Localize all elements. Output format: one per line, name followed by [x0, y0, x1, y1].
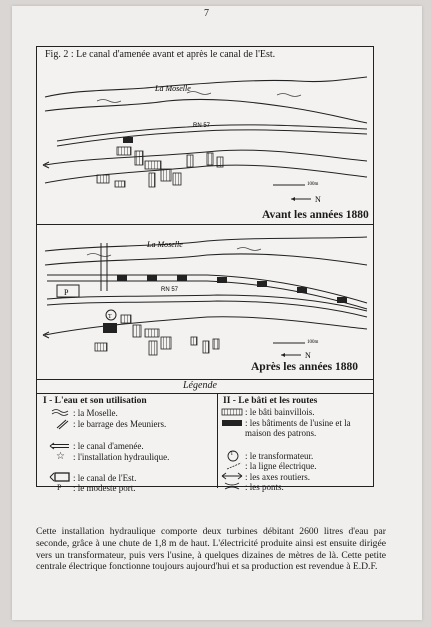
figure-box — [36, 46, 374, 493]
legend-item-river: : la Moselle. — [73, 408, 118, 418]
body-paragraph — [36, 526, 386, 573]
legend-item-road: : les axes routiers. — [245, 472, 310, 482]
hatched-building-icon — [221, 408, 243, 416]
road-label: RN 57 — [193, 123, 211, 129]
port-label: P — [64, 288, 69, 297]
transformer-label: T — [108, 314, 112, 320]
power-line-icon — [225, 461, 243, 471]
caption-before: Avant les années 1880 — [262, 209, 369, 221]
legend-item-east-canal: : le canal de l'Est. — [73, 473, 137, 483]
figure-title: Fig. 2 : Le canal d'amenée avant et après le canal de l'Est. — [45, 49, 276, 60]
east-canal-icon — [49, 472, 71, 482]
map-after-1880 — [37, 225, 373, 380]
port-icon: P — [57, 483, 62, 492]
river-label-2: La Moselle — [147, 240, 183, 249]
scale-label: 100m — [307, 182, 319, 187]
legend-heading-buildings: II - Le bâti et les routes — [223, 396, 318, 406]
legend-item-factory: : les bâtiments de l'usine et la maison des patrons. — [245, 418, 351, 438]
page-number: 7 — [204, 8, 209, 19]
legend-item-port: : le modeste port. — [73, 483, 136, 493]
river-label: La Moselle — [155, 84, 191, 93]
scale-label-2: 100m — [307, 340, 319, 345]
legend-title: Légende — [183, 380, 217, 391]
hydraulic-icon: ☆ — [56, 451, 65, 462]
north-label-2: N — [305, 351, 311, 360]
canal-icon — [49, 442, 71, 450]
north-label: N — [315, 195, 321, 204]
legend-item-hydraulic: : l'installation hydraulique. — [73, 452, 170, 462]
map-after-svg — [37, 225, 373, 380]
legend-item-canal: : le canal d'amenée. — [73, 441, 144, 451]
legend — [37, 379, 373, 493]
map-before-svg — [37, 61, 373, 224]
legend-item-bridge: : les ponts. — [245, 482, 284, 492]
road-label-2: RN 57 — [161, 287, 179, 293]
legend-section-water — [37, 393, 218, 493]
caption-after: Après les années 1880 — [251, 361, 359, 373]
bridge-icon — [223, 482, 241, 490]
dam-icon — [55, 418, 69, 430]
legend-section-buildings — [217, 393, 373, 492]
factory-building-icon — [221, 419, 243, 427]
river-icon — [51, 408, 71, 416]
legend-item-power-line: : la ligne électrique. — [245, 461, 317, 471]
legend-item-hatched: : le bâti bainvillois. — [245, 407, 315, 417]
legend-item-dam: : le barrage des Meuniers. — [73, 419, 167, 429]
legend-heading-water: I - L'eau et son utilisation — [43, 396, 147, 406]
legend-item-transformer: : le transformateur. — [245, 451, 314, 461]
map-before-1880 — [37, 61, 373, 225]
body-text: Cette installation hydraulique comporte deux turbines débitant 2600 litres d'eau par seconde, grâce à une chute de 1,8 m de haut. L'électricité produite ainsi est ensuite dirigée vers un transformateur, puis vers l'usine, à quelques dizaines de mètres de là. Cette petite centrale électrique fonctionne toujours aujourd'hui et sa production est revendue à E.D.F. — [36, 526, 386, 573]
road-icon — [221, 472, 243, 480]
document-page — [12, 6, 422, 620]
transformer-symbol: T — [230, 451, 234, 457]
